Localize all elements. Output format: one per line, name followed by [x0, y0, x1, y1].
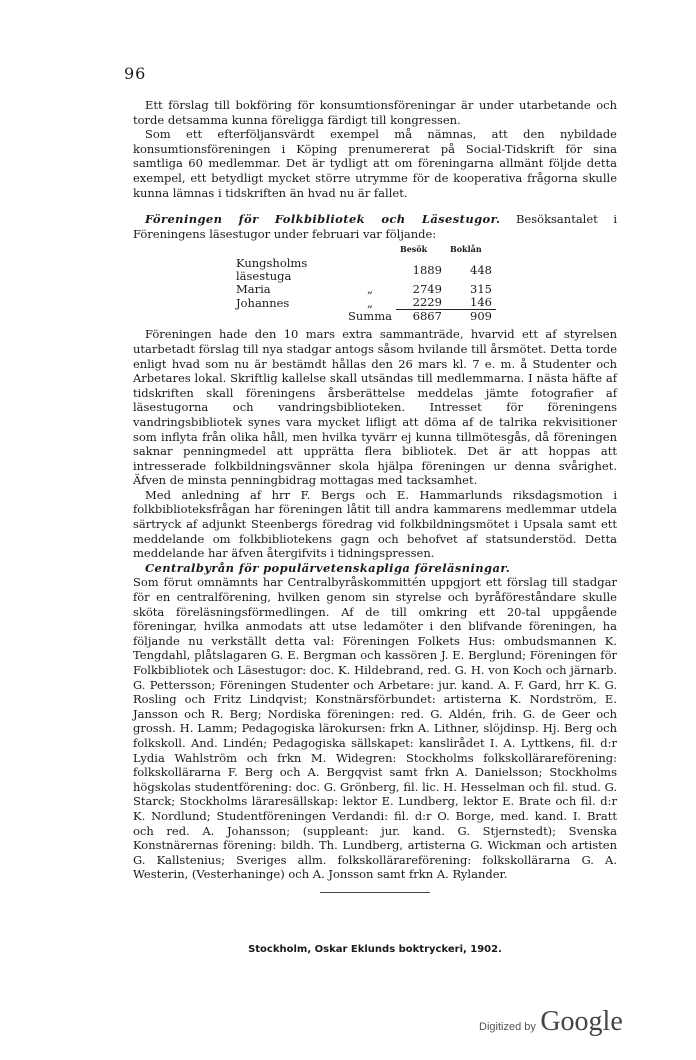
paragraph-koping-example: Som ett efterföljansvärdt exempel må nämnas, att den nybildade konsumtionsföreningen i Köping prenumererat på Social-Tidskrift för sina samtliga 60 medlemmar. Det är tydligt att om föreningarna allmänt följde detta exempel, ett betydligt mycket större utrymme för de kooperativa frågorna skulle kunna lämnas i tidskriften än hvad nu är fallet.: [133, 127, 617, 200]
row-name: Maria: [236, 282, 271, 297]
row-name: Kungsholms läsestuga: [236, 256, 308, 284]
divider-rule: [320, 892, 430, 893]
table-row: [232, 296, 496, 310]
sum-visits: 6867: [412, 309, 442, 324]
section-intro-visitors: Besöksantalet i Föreningens läsestugor under februari var följande:: [133, 212, 617, 241]
digitized-by-watermark: [479, 1006, 623, 1038]
row-ditto: „: [366, 282, 373, 297]
paragraph-riksdag-motion: Med anledning af hrr F. Bergs och E. Hammarlunds riksdagsmotion i folkbiblioteksfrågan har föreningen låtit till andra kammarens medlemmar utdela särtryck af adjunkt Steenbergs föredrag vid folkbildningsmötet i Upsala samt ett meddelande om folkbibliotekens gagn och behofvet af statsunderstöd. Detta meddelande har äfven återgifvits i tidningspressen.: [133, 487, 617, 561]
paragraph-extra-meeting: Föreningen hade den 10 mars extra sammanträde, hvarvid ett af styrelsen utarbetadt förslag till nya stadgar antogs såsom hvilande till årsmötet. Detta torde enligt hvad som nu är bestämdt hållas den 26 mars kl. 7 e. m. å Studenter och Arbetares lokal. Skriftlig kallelse skall utsändas till medlemmarna. I nästa häfte af tidskriften skall föreningens årsberättelse meddelas jämte fotografier af läsestugorna och vandringsbiblioteken. Intresset för föreningens vandringsbibliotek synes vara mycket lifligt att döma af de talrika rekvisitioner som inflyta från olika håll, men hvilka tyvärr ej kunna tillmötesgås, då föreningen saknar penningmedel att upprätta flera bibliotek. Det är att hoppas att intresserade folkbildningsvänner skola hjälpa föreningen ur denna svårighet. Äfven de minsta penningbidrag mottagas med tacksamhet.: [133, 327, 617, 488]
sum-label: Summa: [348, 309, 392, 324]
section-folkbibliotek: [133, 212, 617, 241]
sum-loans: 909: [470, 309, 492, 324]
visitor-table: [232, 243, 496, 323]
table-sum-row: [232, 310, 496, 324]
page-number: 96: [124, 64, 147, 83]
section-title-folkbibliotek: Föreningen för Folkbibliotek och Läsestugor.: [145, 212, 501, 227]
row-visits: 2749: [412, 282, 442, 297]
column-header-visits: Besök: [399, 244, 428, 255]
google-logo-text: Google: [540, 1006, 623, 1037]
table-row: [232, 257, 496, 283]
row-loans: 315: [470, 282, 492, 297]
row-loans: 448: [470, 262, 492, 277]
row-name: Johannes: [236, 295, 290, 310]
row-loans: 146: [446, 296, 496, 310]
row-ditto: „: [366, 295, 373, 310]
paragraph-bookkeeping: Ett förslag till bokföring för konsumtionsföreningar är under utarbetande och torde detsamma kunna föreligga färdigt till kongressen.: [133, 98, 617, 127]
row-visits: 2229: [396, 296, 446, 310]
section-title-centralbyran: Centralbyrån för populärvetenskapliga föreläsningar.: [145, 560, 511, 575]
row-ditto: [344, 257, 396, 283]
imprint: Stockholm, Oskar Eklunds boktryckeri, 1902.: [248, 944, 502, 955]
page-body: [133, 98, 617, 893]
table-header-row: [232, 243, 496, 257]
row-visits: 1889: [412, 262, 442, 277]
column-header-loans: Boklån: [449, 244, 482, 255]
paragraph-centralbyran-members: Som förut omnämnts har Centralbyråskommittén uppgjort ett förslag till stadgar för en centralförening, hvilken genom sin styrelse och byråföreståndare skulle sköta föreläsningsförmedlingen. Af de till omkring ett 20-tal uppgående föreningar, hvilka anmodats att utse ledamöter i den blifvande föreningen, ha följande nu verkställt detta val: Föreningen Folkets Hus: ombudsmannen K. Tengdahl, plåtslagaren G. E. Bergman och kassören J. E. Berglund; Föreningen för Folkbibliotek och Läsestugor: doc. K. Hildebrand, red. G. H. von Koch och järnarb. G. Pettersson; Föreningen Studenter och Arbetare: jur. kand. A. F. Gard, hrr K. G. Rosling och Fritz Lindqvist; Konstnärsförbundet: artisterna K. Nordström, E. Jansson och R. Berg; Nordiska föreningen: red. G. Aldén, frih. G. de Geer och grossh. H. Lamm; Pedagogiska lärokursen: frkn A. Lithner, slöjdinsp. Hj. Berg och folkskoll. And. Lindén; Pedagogiska sällskapet: kanslirådet I. A. Lyttkens, fil. d:r Lydia Wahlström och frkn M. Widegren: Stockholms folkskollärareförening: folkskollärarna F. Berg och A. Bergqvist samt frkn A. Danielsson; Stockholms högskolas studentförening: doc. G. Grönberg, fil. lic. H. Hesselman och fil. stud. G. Starck; Stockholms läraresällskap: lektor E. Lundberg, lektor E. Brate och fil. d:r K. Nordlund; Studentföreningen Verdandi: fil. d:r O. Borge, med. kand. I. Bratt och red. A. Johansson; (suppleant: jur. kand. G. Stjernstedt); Svenska Konstnärernas förening: bildh. Th. Lundberg, artisterna G. Wickman och artisten G. Kallstenius; Sveriges allm. folkskollärareförening: folkskollärarna G. A. Westerin, (Vesterhaninge) och A. Jonsson samt frkn A. Rylander.: [133, 575, 617, 882]
digitized-by-text: Digitized by: [479, 1021, 536, 1033]
table-row: [232, 283, 496, 296]
